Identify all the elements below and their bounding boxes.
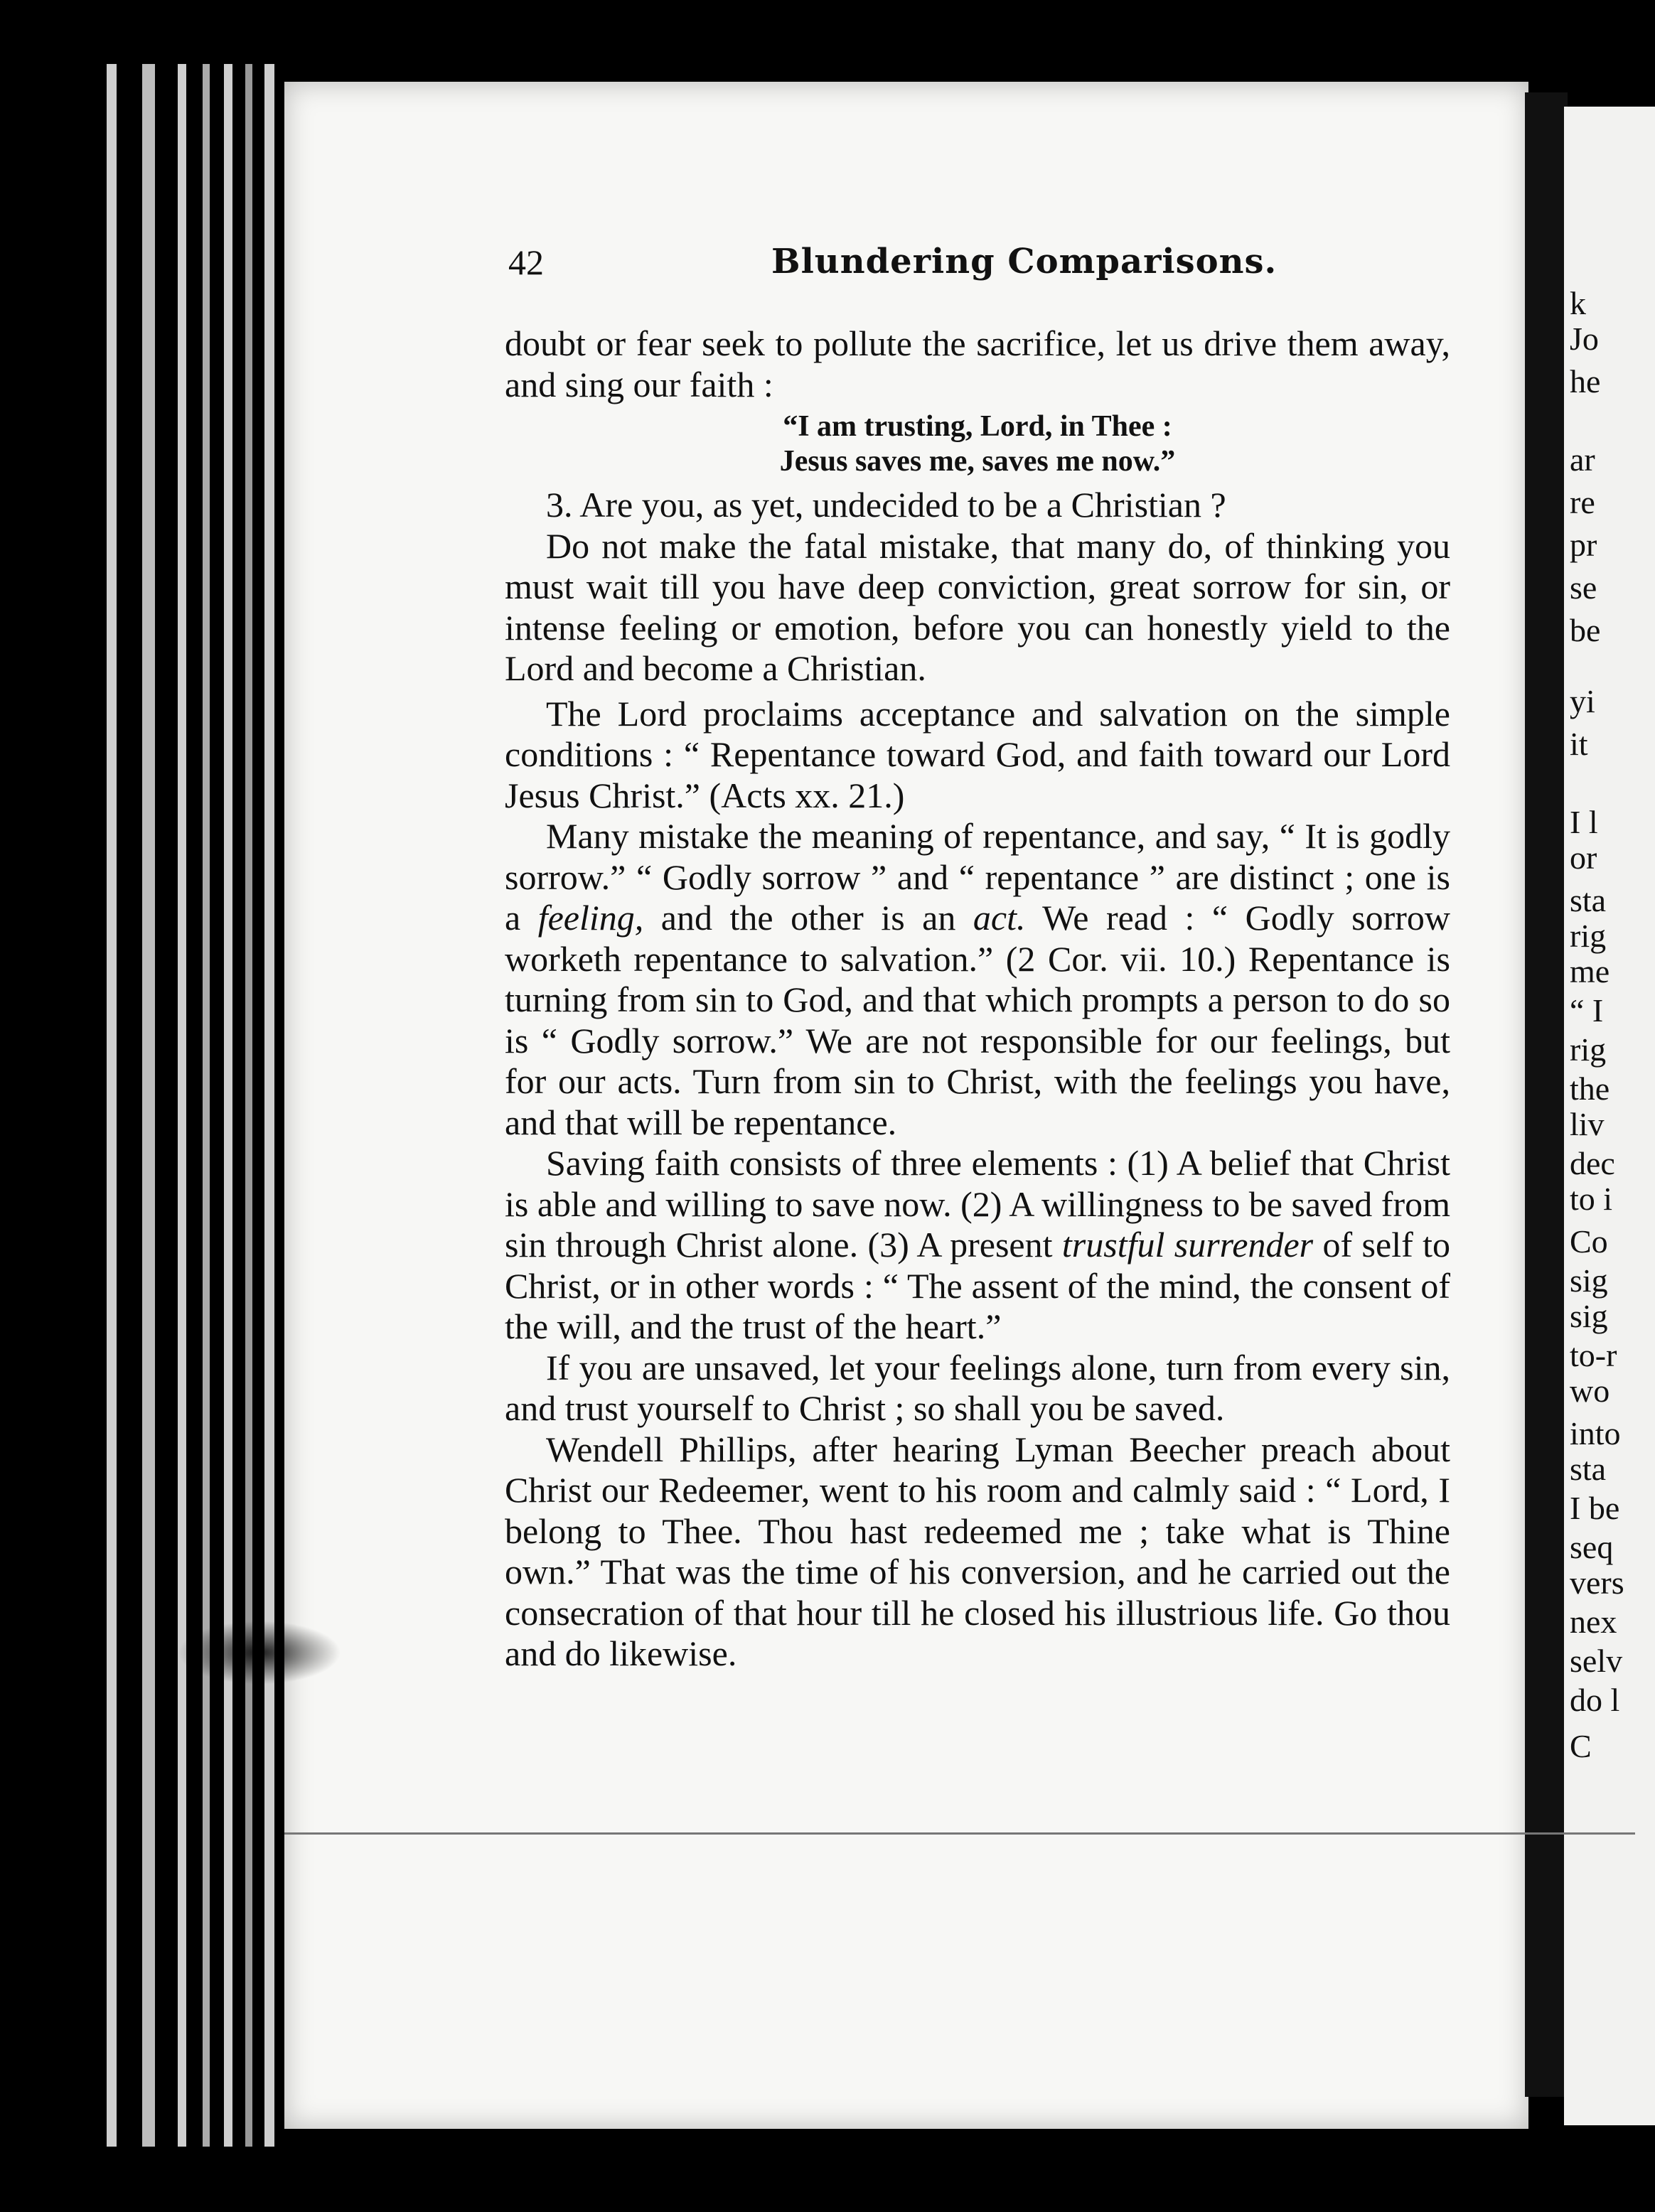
next-page-text-fragment: rig: [1570, 1031, 1607, 1068]
page-edge: [203, 64, 210, 2147]
next-page-text-fragment: to i: [1570, 1181, 1613, 1217]
text-run: Saving faith consists of three elements : (1) A belief that Christ is able and willing to save now. (2) A willingness to be saved from sin through Christ alone. (3) A present: [505, 1143, 1450, 1265]
hymn-quote: [505, 409, 1450, 479]
next-page-text-fragment: wo: [1570, 1373, 1610, 1409]
running-title: Blundering Comparisons.: [771, 242, 1278, 281]
page-edges: [100, 64, 299, 2147]
next-page-text-fragment: sta: [1570, 1451, 1607, 1487]
next-page-text-fragment: he: [1570, 363, 1601, 399]
page-edge: [224, 64, 232, 2147]
next-page-text-fragment: seq: [1570, 1529, 1614, 1565]
paragraph: If you are unsaved, let your feelings alone, turn from every sin, and trust yourself to Christ ; so shall you be saved.: [505, 1347, 1450, 1428]
next-page-text-fragment: to-r: [1570, 1337, 1617, 1373]
next-page-text-fragment: sig: [1570, 1298, 1608, 1334]
next-page-text-fragment: the: [1570, 1070, 1610, 1107]
quote-line: Jesus saves me, saves me now.”: [779, 445, 1176, 478]
page-header: [508, 242, 1447, 291]
next-page-text-fragment: or: [1570, 839, 1597, 876]
next-page-text-fragment: sta: [1570, 882, 1607, 918]
next-page-text-fragment: Co: [1570, 1223, 1608, 1260]
next-page-text-fragment: selv: [1570, 1643, 1623, 1679]
next-page-text-fragment: I l: [1570, 804, 1598, 840]
scan-line-artifact: [284, 1832, 1635, 1835]
next-page-text-fragment: “ I: [1570, 992, 1604, 1029]
next-page-text-fragment: me: [1570, 953, 1610, 989]
emphasis: act.: [973, 898, 1026, 938]
text-run: of self to Christ, or in other words : “ The assent of the mind, the consent of the will, and the trust of the heart.”: [505, 1225, 1451, 1346]
paragraph: The Lord proclaims acceptance and salvation on the simple conditions : “ Repentance toward God, and faith toward our Lord Jesus Christ.” (Acts xx. 21.): [505, 693, 1450, 815]
next-page-text-fragment: sig: [1570, 1262, 1608, 1299]
paragraph: doubt or fear seek to pollute the sacrifice, let us drive them away, and sing our faith :: [505, 323, 1450, 404]
paragraph: [505, 816, 1450, 1143]
paragraph: Do not make the fatal mistake, that many do, of thinking you must wait till you have deep conviction, great sorrow for sin, or intense feeling or emotion, before you can honestly yield to the Lord and become a Christian.: [505, 525, 1450, 688]
next-page-text-fragment: into: [1570, 1415, 1621, 1451]
page-edge: [142, 64, 155, 2147]
next-page-text-fragment: do l: [1570, 1682, 1620, 1718]
text-run: and the other is an: [643, 898, 973, 938]
next-page-text-fragment: I be: [1570, 1490, 1620, 1526]
paragraph: [505, 1143, 1450, 1348]
emphasis: trustful surrender: [1061, 1225, 1314, 1265]
next-page-text-fragment: k: [1570, 285, 1586, 321]
next-page-edge: [1564, 107, 1655, 2125]
next-page-text-fragment: ar: [1570, 441, 1595, 478]
next-page-text-fragment: Jo: [1570, 321, 1599, 357]
page-edge: [264, 64, 274, 2147]
body-text: [505, 323, 1450, 1675]
next-page-text-fragment: C: [1570, 1728, 1592, 1764]
page-edge: [107, 64, 117, 2147]
next-page-text-fragment: rig: [1570, 918, 1607, 954]
emphasis: feeling,: [537, 898, 644, 938]
page-number: 42: [508, 242, 544, 282]
text-run: We read : “ Godly sorrow worketh repentance to salvation.” (2 Cor. vii. 10.) Repentance is turning from sin to God, and that which prompts a person to do so is “ Godly sorrow.” We are not responsible for our feelings, but for our acts. Turn from sin to Christ, with the feelings you have, and that will be repentance.: [505, 898, 1450, 1142]
next-page-text-fragment: be: [1570, 612, 1601, 648]
next-page-text-fragment: se: [1570, 569, 1597, 606]
ink-stain: [178, 1621, 341, 1685]
page-edge: [178, 64, 186, 2147]
next-page-text-fragment: dec: [1570, 1145, 1615, 1181]
next-page-text-fragment: pr: [1570, 527, 1597, 563]
quote-line: “I am trusting, Lord, in Thee :: [783, 410, 1172, 443]
text-run: Many mistake the meaning of repentance, and say, “ It is godly sorrow.” “ Godly sorrow ” and “ repentance ” are distinct ; one is a: [505, 816, 1450, 938]
paragraph: 3. Are you, as yet, undecided to be a Christian ?: [546, 485, 1226, 525]
next-page-text-fragment: yi: [1570, 683, 1595, 719]
page-edge: [245, 64, 252, 2147]
next-page-text-fragment: it: [1570, 726, 1588, 762]
paragraph: Wendell Phillips, after hearing Lyman Beecher preach about Christ our Redeemer, went to his room and calmly said : “ Lord, I belong to Thee. Thou hast redeemed me ; take what is Thine own.” That was the time of his conversion, and he carried out the consecration of that hour till he closed his illustrious life. Go thou and do likewise.: [505, 1429, 1450, 1673]
next-page-text-fragment: liv: [1570, 1106, 1605, 1142]
next-page-text-fragment: nex: [1570, 1604, 1617, 1640]
next-page-text-fragment: re: [1570, 484, 1595, 520]
book-gutter: [1525, 92, 1568, 2097]
next-page-text-fragment: vers: [1570, 1564, 1624, 1601]
